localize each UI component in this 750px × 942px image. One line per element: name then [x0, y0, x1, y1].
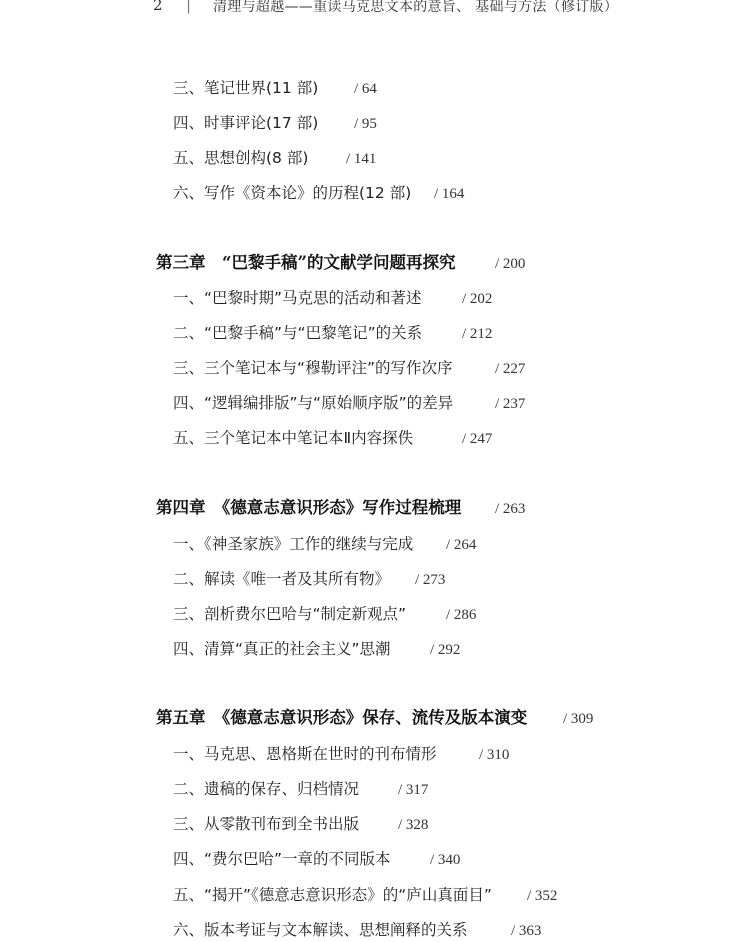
page-number: 2 [153, 0, 163, 14]
toc-page-number: / 141 [346, 151, 377, 167]
toc-page-number: / 310 [479, 747, 510, 763]
toc-page-number: / 328 [398, 817, 429, 833]
toc-entry: 六、写作《资本论》的历程(12 部) [173, 184, 412, 202]
toc-page-number: / 263 [495, 501, 526, 517]
toc-page-number: / 237 [495, 396, 526, 412]
toc-entry: 四、“逻辑编排版”与“原始顺序版”的差异 [173, 394, 454, 412]
toc-entry: 五、“揭开”《德意志意识形态》的“庐山真面目” [173, 886, 492, 904]
toc-entry: 一、马克思、恩格斯在世时的刊布情形 [173, 745, 437, 763]
toc-page-number: / 227 [495, 361, 526, 377]
toc-chapter-heading: 第四章 《德意志意识形态》写作过程梳理 [156, 498, 462, 517]
toc-page-number: / 95 [354, 116, 377, 132]
toc-entry: 二、“巴黎手稿”与“巴黎笔记”的关系 [173, 324, 423, 342]
toc-page-number: / 340 [430, 852, 461, 868]
toc-chapter-heading: 第三章 “巴黎手稿”的文献学问题再探究 [156, 253, 456, 272]
header-separator: | [186, 0, 192, 14]
toc-page-number: / 164 [434, 186, 465, 202]
toc-entry: 四、时事评论(17 部) [173, 114, 319, 132]
toc-page-number: / 273 [415, 572, 446, 588]
toc-page-number: / 352 [527, 888, 558, 904]
toc-page-number: / 247 [462, 431, 493, 447]
running-header [0, 0, 750, 18]
toc-entry: 一、“巴黎时期”马克思的活动和著述 [173, 289, 422, 307]
toc-entry: 二、遗稿的保存、归档情况 [173, 780, 360, 798]
toc-page-number: / 317 [398, 782, 429, 798]
toc-entry: 三、剖析费尔巴哈与“制定新观点” [173, 605, 407, 623]
toc-page-number: / 264 [446, 537, 477, 553]
toc-page-number: / 200 [495, 256, 526, 272]
toc-entry: 四、“费尔巴哈”一章的不同版本 [173, 850, 391, 868]
toc-page-number: / 292 [430, 642, 461, 658]
toc-page-number: / 363 [511, 923, 542, 939]
toc-entry: 二、解读《唯一者及其所有物》 [173, 570, 391, 588]
toc-entry: 三、三个笔记本与“穆勒评注”的写作次序 [173, 359, 453, 377]
toc-page-number: / 64 [354, 81, 377, 97]
toc-page-number: / 286 [446, 607, 477, 623]
toc-chapter-heading: 第五章 《德意志意识形态》保存、流传及版本演变 [156, 708, 528, 727]
book-title: 清理与超越——重读马克思文本的意旨、 基础与方法（修订版） [213, 0, 619, 15]
toc-page-number: / 309 [563, 711, 594, 727]
toc-entry: 四、清算“真正的社会主义”思潮 [173, 640, 391, 658]
toc-entry: 五、思想创构(8 部) [173, 149, 309, 167]
toc-entry: 三、从零散刊布到全书出版 [173, 815, 360, 833]
toc-entry: 一、《神圣家族》工作的继续与完成 [173, 535, 414, 553]
toc-page-number: / 212 [462, 326, 493, 342]
toc-entry: 五、三个笔记本中笔记本Ⅱ内容探佚 [173, 429, 414, 447]
toc-page-number: / 202 [462, 291, 493, 307]
toc-entry: 六、版本考证与文本解读、思想阐释的关系 [173, 921, 468, 939]
toc-entry: 三、笔记世界(11 部) [173, 79, 319, 97]
